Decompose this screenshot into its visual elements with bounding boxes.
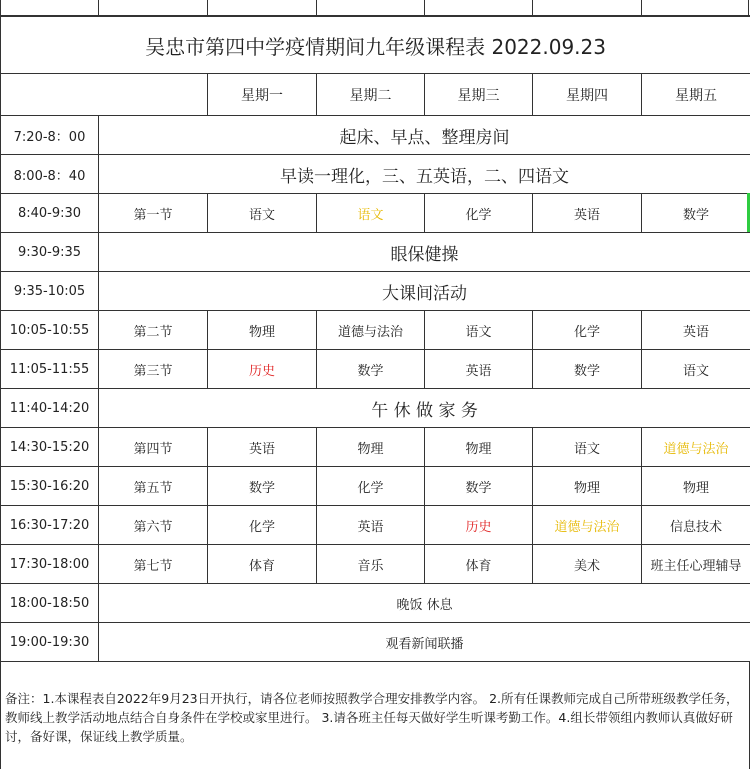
time-cell: 9:35-10:05 — [1, 272, 99, 311]
subject-cell: 历史 — [425, 506, 533, 545]
subject-cell: 物理 — [317, 428, 425, 467]
time-cell: 14:30-15:20 — [1, 428, 99, 467]
table-row — [1, 506, 750, 545]
table-row — [1, 584, 750, 623]
subject-cell: 化学 — [533, 311, 642, 350]
subject-cell: 信息技术 — [642, 506, 750, 545]
table-row — [1, 272, 750, 311]
time-cell: 15:30-16:20 — [1, 467, 99, 506]
subject-cell: 道德与法治 — [642, 428, 750, 467]
activity-cell: 晚饭 休息 — [99, 584, 750, 623]
activity-cell: 起床、早点、整理房间 — [99, 116, 750, 155]
table-row — [1, 116, 750, 155]
subject-cell: 数学 — [642, 194, 750, 233]
subject-cell: 体育 — [425, 545, 533, 584]
time-cell: 7:20-8：00 — [1, 116, 99, 155]
subject-cell: 物理 — [642, 467, 750, 506]
subject-cell: 英语 — [208, 428, 317, 467]
day-header: 星期一 — [208, 74, 317, 116]
activity-cell: 午 休 做 家 务 — [99, 389, 750, 428]
subject-cell: 语文 — [425, 311, 533, 350]
subject-cell: 历史 — [208, 350, 317, 389]
subject-cell: 英语 — [317, 506, 425, 545]
subject-cell: 化学 — [317, 467, 425, 506]
day-header: 星期四 — [533, 74, 642, 116]
table-row — [1, 155, 750, 194]
day-header: 星期三 — [425, 74, 533, 116]
subject-cell: 化学 — [425, 194, 533, 233]
subject-cell: 物理 — [533, 467, 642, 506]
table-row — [1, 194, 750, 233]
time-cell: 11:40-14:20 — [1, 389, 99, 428]
time-cell: 16:30-17:20 — [1, 506, 99, 545]
subject-cell: 数学 — [208, 467, 317, 506]
table-row — [1, 545, 750, 584]
period-cell: 第五节 — [99, 467, 208, 506]
time-cell: 11:05-11:55 — [1, 350, 99, 389]
time-cell: 10:05-10:55 — [1, 311, 99, 350]
subject-cell: 体育 — [208, 545, 317, 584]
table-row — [1, 623, 750, 662]
activity-cell: 大课间活动 — [99, 272, 750, 311]
subject-cell: 美术 — [533, 545, 642, 584]
subject-cell: 物理 — [208, 311, 317, 350]
page-title: 吴忠市第四中学疫情期间九年级课程表 2022.09.23 — [1, 17, 750, 74]
table-row — [1, 311, 750, 350]
subject-cell: 英语 — [425, 350, 533, 389]
subject-cell: 班主任心理辅导 — [642, 545, 750, 584]
subject-cell: 语文 — [317, 194, 425, 233]
activity-cell: 观看新闻联播 — [99, 623, 750, 662]
time-cell: 18:00-18:50 — [1, 584, 99, 623]
subject-cell: 语文 — [208, 194, 317, 233]
subject-cell: 数学 — [425, 467, 533, 506]
time-cell: 19:00-19:30 — [1, 623, 99, 662]
subject-cell: 数学 — [533, 350, 642, 389]
table-row — [1, 233, 750, 272]
subject-cell: 数学 — [317, 350, 425, 389]
header-row — [1, 74, 750, 116]
time-cell: 17:30-18:00 — [1, 545, 99, 584]
period-cell: 第一节 — [99, 194, 208, 233]
subject-cell: 音乐 — [317, 545, 425, 584]
period-cell: 第二节 — [99, 311, 208, 350]
period-cell: 第三节 — [99, 350, 208, 389]
subject-cell: 语文 — [533, 428, 642, 467]
notes: 备注：1.本课程表自2022年9月23日开执行，请各位老师按照教学合理安排教学内容。 2.所有任课教师完成自己所带班级教学任务，教师线上教学活动地点结合自身条件在学校或家里进行。 3.请各班主任每天做好学生听课考勤工作。4.组长带领组内教师认真做好研讨，备好课，保证线上教学质量。 — [0, 661, 750, 769]
subject-cell: 物理 — [425, 428, 533, 467]
subject-cell: 道德与法治 — [533, 506, 642, 545]
schedule-table — [0, 16, 750, 662]
subject-cell: 英语 — [642, 311, 750, 350]
table-row — [1, 389, 750, 428]
time-cell: 8:40-9:30 — [1, 194, 99, 233]
activity-cell: 早读一理化，三、五英语，二、四语文 — [99, 155, 750, 194]
period-cell: 第四节 — [99, 428, 208, 467]
period-cell: 第六节 — [99, 506, 208, 545]
day-header: 星期五 — [642, 74, 750, 116]
day-header: 星期二 — [317, 74, 425, 116]
subject-cell: 化学 — [208, 506, 317, 545]
subject-cell: 英语 — [533, 194, 642, 233]
table-row — [1, 428, 750, 467]
top-strip — [0, 0, 750, 16]
time-cell: 9:30-9:35 — [1, 233, 99, 272]
header-blank — [1, 74, 208, 116]
subject-cell: 道德与法治 — [317, 311, 425, 350]
table-row — [1, 467, 750, 506]
period-cell: 第七节 — [99, 545, 208, 584]
table-row — [1, 350, 750, 389]
subject-cell: 语文 — [642, 350, 750, 389]
time-cell: 8:00-8：40 — [1, 155, 99, 194]
activity-cell: 眼保健操 — [99, 233, 750, 272]
